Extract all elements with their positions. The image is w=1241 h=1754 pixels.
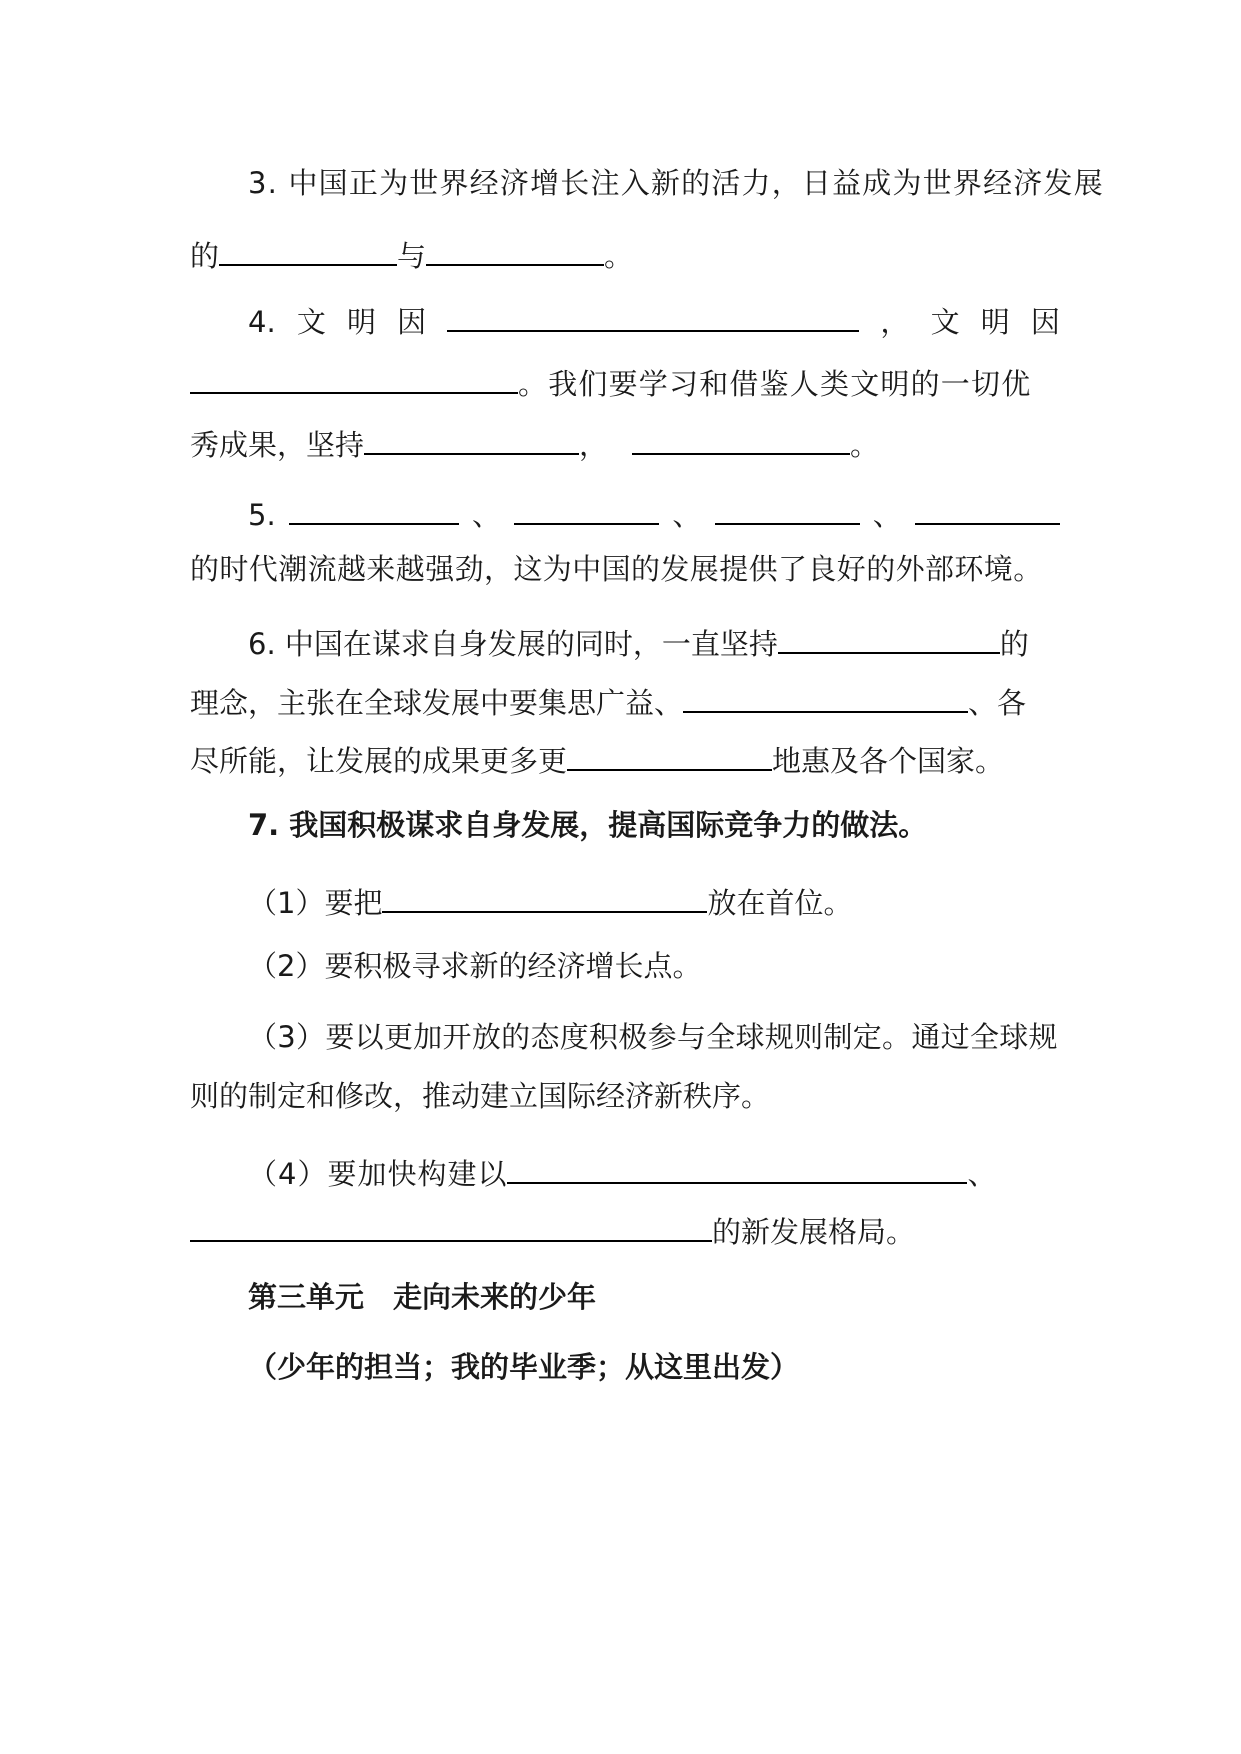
- q6-text-de: 的: [999, 627, 1029, 661]
- q5-num: 5.: [248, 498, 276, 532]
- q5-sep: 、: [472, 498, 502, 532]
- q4-comma: ，: [880, 305, 910, 339]
- q6-blank-1[interactable]: [778, 612, 1000, 654]
- q5-sep: 、: [872, 498, 902, 532]
- q4-blank-3[interactable]: [364, 413, 579, 455]
- q7-p4-sep: 、: [967, 1157, 997, 1191]
- q3-line-1: [248, 158, 1104, 208]
- q4-char: 明: [980, 305, 1010, 339]
- q4-num: 4.: [248, 305, 276, 339]
- unit-title: 第三单元 走向未来的少年: [248, 1280, 597, 1314]
- q5-blank-1[interactable]: [289, 483, 459, 525]
- q7-p4-text: （4）要加快构建以: [248, 1157, 508, 1191]
- q4-char: 明: [346, 305, 376, 339]
- q3-line-2: [190, 224, 1060, 274]
- q6-text-2: 理念，主张在全球发展中要集思广益、: [190, 686, 684, 720]
- q3-blank-1[interactable]: [219, 224, 397, 266]
- q6-blank-3[interactable]: [567, 729, 772, 771]
- q4-line-2: [190, 352, 1060, 402]
- q4-text-jianchi: 秀成果，坚持: [190, 428, 365, 462]
- q3-blank-2[interactable]: [426, 224, 604, 266]
- q6-text-4: 地惠及各个国家。: [772, 744, 1005, 778]
- q4-comma-2: ，: [579, 428, 609, 462]
- q5-blank-2[interactable]: [514, 483, 659, 525]
- q6-text-3: 尽所能，让发展的成果更多更: [190, 744, 568, 778]
- q7-p4-end: 的新发展格局。: [712, 1215, 916, 1249]
- q3-text-de: 的: [190, 239, 220, 273]
- q5-blank-4[interactable]: [915, 483, 1060, 525]
- q6-text: 6. 中国在谋求自身发展的同时，一直坚持: [248, 627, 778, 661]
- q7-p3-line-2: 则的制定和修改，推动建立国际经济新秩序。: [190, 1079, 771, 1113]
- q6-line-1: [248, 612, 1060, 662]
- q4-blank-1[interactable]: [447, 290, 859, 332]
- q6-line-3: [190, 729, 1060, 779]
- q6-line-2: [190, 671, 1060, 721]
- q4-period: 。: [850, 428, 880, 462]
- q3-text: 3. 中国正为世界经济增长注入新的活力，日益成为世界经济发展: [248, 166, 1104, 200]
- q7-p1-text: （1）要把: [248, 886, 383, 920]
- q7-blank-1[interactable]: [382, 871, 707, 913]
- q7-blank-3[interactable]: [190, 1200, 712, 1242]
- q5-line-2: [190, 544, 1060, 594]
- q6-blank-2[interactable]: [683, 671, 968, 713]
- q7-p4-line-1: [248, 1142, 1060, 1192]
- q7-p3-line-1: [248, 1012, 1060, 1062]
- q7-p1: [248, 871, 1060, 921]
- q7-p1-end: 放在首位。: [707, 886, 853, 920]
- q7-title: 7. 我国积极谋求自身发展，提高国际竞争力的做法。: [248, 808, 928, 842]
- q3-text-end: 。: [604, 239, 634, 273]
- q4-char: 文: [930, 305, 960, 339]
- q7-blank-2[interactable]: [507, 1142, 967, 1184]
- q4-blank-2[interactable]: [190, 352, 518, 394]
- q7-p3-text: （3）要以更加开放的态度积极参与全球规则制定。通过全球规: [248, 1020, 1058, 1054]
- q3-text-yu: 与: [397, 239, 427, 273]
- q5-line-1: [248, 483, 1060, 533]
- q4-text: 。我们要学习和借鉴人类文明的一切优: [518, 367, 1032, 401]
- q5-blank-3[interactable]: [715, 483, 860, 525]
- q4-line-3: [190, 413, 1060, 463]
- q7-p2: （2）要积极寻求新的经济增长点。: [248, 949, 702, 983]
- q4-blank-4[interactable]: [632, 413, 850, 455]
- q4-line-1: [248, 290, 1060, 340]
- q6-text-ge: 、各: [968, 686, 1027, 720]
- q4-char: 因: [1030, 305, 1060, 339]
- q4-char: 因: [397, 305, 427, 339]
- q4-char: 文: [296, 305, 326, 339]
- q7-p4-line-2: [190, 1200, 1060, 1250]
- q5-sep: 、: [672, 498, 702, 532]
- q5-text: 的时代潮流越来越强劲，这为中国的发展提供了良好的外部环境。: [190, 552, 1043, 586]
- unit-subtitle: （少年的担当；我的毕业季；从这里出发）: [248, 1350, 800, 1384]
